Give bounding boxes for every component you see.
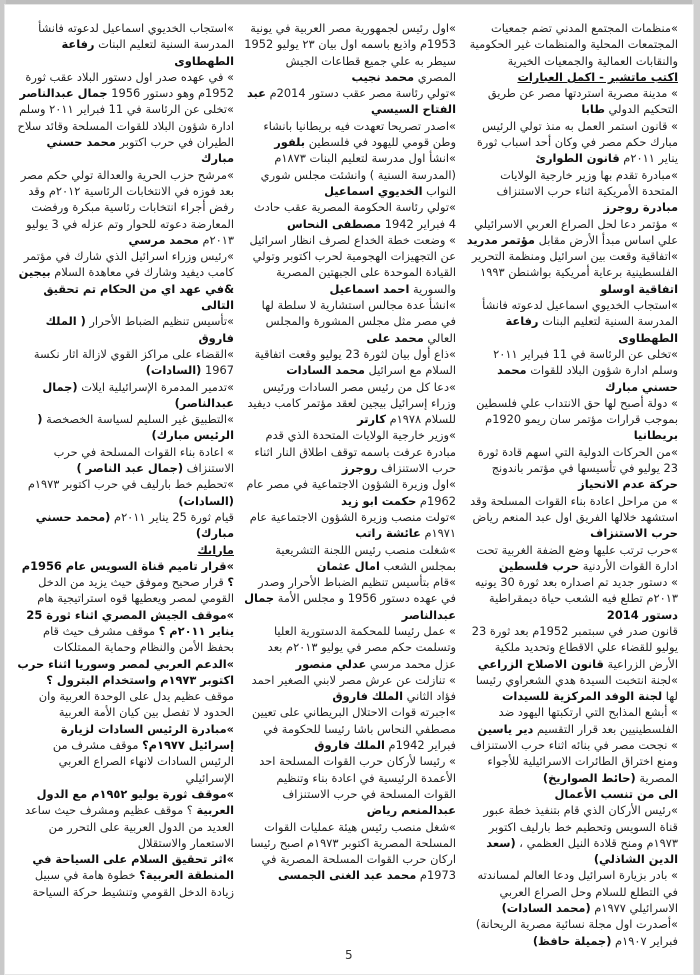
- question-item: [16, 476, 234, 509]
- answer-text: بلفور: [274, 135, 306, 150]
- answer-text: رفاعة الطهطاوى: [61, 37, 234, 68]
- answer-text: جمال عبدالناصر: [19, 86, 108, 101]
- question-text: »انشأ عدة مجالس استشارية لا سلطة لها في مصر مثل مجلس المشورة والمجلس العالي: [261, 298, 456, 345]
- question-text: » دولة أصبح لها حق الانتداب علي فلسطين بموجب قرارات مؤتمر سان ريمو 1920م: [476, 395, 678, 427]
- question-text: قيام ثورة 25 يناير ٢٠١١م: [110, 509, 234, 524]
- question-item: [466, 20, 678, 69]
- answer-text: عائشة راتب: [355, 526, 421, 541]
- question-item: [16, 101, 234, 166]
- answer-text: رفاعة الطهطاوى: [505, 314, 678, 345]
- question-text: » في عهده صدر اول دستور البلاد عقب ثورة 1952م وهو دستور 1956: [25, 69, 234, 101]
- question-text: » وضعت خطة الخداع لصرف انظار اسرائيل عن التجهيزات الهجومية لحرب اكتوبر وتولي القيادة الموحدة على الجبهتين المصرية والسورية: [249, 232, 456, 296]
- question-item: [16, 721, 234, 786]
- question-item: [466, 574, 678, 623]
- question-item: [244, 297, 456, 346]
- question-text: »وزير خارجية الولايات المتحدة الذي قدم مبادرة عرفت باسمه توقف اطلاق النار اثناء حرب الاستنزاف: [254, 428, 456, 476]
- column-middle: [244, 20, 456, 884]
- question-text: »التطبيق غير السليم لسياسة الخصخصة: [42, 412, 234, 427]
- question-item: [466, 916, 678, 949]
- question-item: [244, 819, 456, 884]
- question-text: »تولي رئاسة الحكومة المصرية عقب حادث 4 فبراير 1942: [254, 200, 456, 231]
- question-item: [16, 656, 234, 721]
- answer-text: حركة عدم الانحياز: [578, 477, 678, 492]
- question-item: [16, 851, 234, 900]
- answer-text: قانون الطوارئ: [535, 151, 620, 166]
- explanation-text: موقف مشرف حيث قام بحفظ الأمن والنظام وحماية الممتلكات: [43, 623, 234, 655]
- answer-text: (السادات): [145, 363, 202, 378]
- question-text: »رئيس وزراء اسرائيل الذي شارك في مؤتمر كامب ديفيد وشارك في معاهدة السلام: [23, 249, 234, 280]
- section-heading: الى من تنسب الأعمال: [554, 786, 678, 801]
- question-text: » مدينة مصرية استردتها مصر عن طريق التحكيم الدولي: [487, 86, 678, 117]
- answer-text: حرب فلسطين: [498, 558, 580, 573]
- answer-text: بريطانيا: [633, 428, 678, 443]
- answer-text: حكمت ابو زيد: [341, 493, 417, 508]
- page-number: 5: [345, 948, 353, 962]
- question-item: [16, 444, 234, 477]
- question-text: » نجحت مصر في بنائه اثناء حرب الاستنزاف ومنع اختراق الطائرات الاسرائيلية للأجواء المصرية: [470, 738, 678, 785]
- question-item: [244, 427, 456, 476]
- question-item: [16, 346, 234, 379]
- question-text: »القضاء على مراكز القوي لازالة اثار نكسة 1967: [33, 346, 234, 378]
- question-item: [466, 867, 678, 916]
- answer-text: مبادرة روجرز: [603, 200, 678, 215]
- answer-text: جمال عبدالناصر: [244, 591, 456, 622]
- question-item: [466, 672, 678, 705]
- question-item: [244, 704, 456, 753]
- question-item: [466, 395, 678, 444]
- question-item: [244, 346, 456, 379]
- answer-text: الملك فاروق: [314, 738, 385, 753]
- question-item: [244, 574, 456, 623]
- answer-text: (السادات): [178, 493, 234, 508]
- answer-text: حرب الاستنزاف: [590, 526, 678, 541]
- question-text: »اصدر تصريحا تعهدت فيه بريطانيا بانشاء وطن قومي لليهود في فلسطين: [263, 118, 456, 150]
- answer-text: »اثر تحقيق السلام على السياحة في المنطقة العربية؟: [32, 852, 234, 883]
- question-text: »اتفاقية وقعت بين اسرائيل ومنظمة التحرير الفلسطينية برعاية أمريكية بواشنطن ١٩٩٣: [471, 249, 678, 280]
- answer-text: (محمد حسني مبارك): [35, 509, 234, 541]
- answer-text: محمد حسني مبارك: [46, 135, 234, 166]
- question-text: »ذاع أول بيان لثورة 23 يوليو وقعت اتفاقية السلام مع اسرائيل: [254, 346, 456, 378]
- answer-text: (سعد الدين الشاذلي): [486, 835, 678, 867]
- question-item: [16, 411, 234, 444]
- question-text: »استجاب الخديوي اسماعيل لدعوته فانشأ المدرسة السنية لتعليم البنات: [38, 21, 234, 52]
- answer-text: (جمال عبدالناصر): [42, 379, 234, 410]
- question-item: [244, 623, 456, 672]
- answer-text: دستور 2014: [606, 607, 678, 622]
- answer-text: »قرار تاميم قناة السويس عام 1956م ؟: [21, 558, 234, 590]
- question-text: »شغل منصب رئيس هيئة عمليات القوات المسلحة المصرية اكتوبر ١٩٧٣م اصبح رئيسا اركان حرب القوات المسلحة المصرية في 1973م: [250, 819, 456, 883]
- question-text: » قانون استمر العمل به منذ تولي الرئيس مبارك حكم مصر في وكان أحد اسباب ثورة يناير ٢٠١١م: [476, 118, 678, 166]
- question-item: [16, 313, 234, 346]
- section-heading: ماراىك: [197, 542, 234, 557]
- answer-text: محمد السادات: [286, 363, 365, 378]
- question-item: [16, 20, 234, 69]
- question-item: [466, 297, 678, 346]
- answer-text: بيجين: [18, 265, 51, 280]
- question-item: [466, 167, 678, 216]
- answer-text: عبدالمنعم رياض: [366, 803, 456, 818]
- question-item: [16, 786, 234, 851]
- answer-text: عبد الفتاح السيسي: [246, 86, 456, 117]
- answer-text: محمد حسني مبارك: [497, 363, 678, 394]
- question-item: [466, 623, 678, 672]
- answer-text: الخديوي اسماعيل: [324, 183, 423, 198]
- section-heading: &في عهد اي من الحكام تم تحقيق التالى: [43, 281, 234, 313]
- question-item: [244, 379, 456, 428]
- answer-text: اتفاقية اوسلو: [600, 281, 678, 296]
- question-text: »تولي رئاسة مصر عقب دستور 2014م: [265, 86, 456, 101]
- question-text: »حرب ترتب عليها وضع الضفة الغربية تحت ادارة القوات الأردنية: [476, 542, 678, 573]
- question-text: » عمل رئيسا للمحكمة الدستورية العليا وتسلمت حكم مصر في يوليو ٢٠١٣م بعد عزل محمد مرسي: [267, 623, 456, 671]
- answer-text: ( الملك فاروق: [45, 314, 234, 345]
- question-text: »منظمات المجتمع المدني تضم جمعيات المجتمعات المحلية والمنظمات غير الحكومية والنقابات العمالية والجمعيات الخيرية: [469, 21, 678, 68]
- answer-text: مؤتمر مدريد: [466, 232, 535, 247]
- answer-text: (جمال عبد الناصر ): [76, 461, 184, 476]
- answer-text: محمد نجيب: [351, 69, 415, 84]
- question-text: »مبادرة تقدم بها وزير خارجية الولايات المتحدة الأمريكية اثناء حرب الاستنزاف: [496, 167, 678, 198]
- question-text: »انشأ اول مدرسة لتعليم البنات ١٨٧٣م (المدرسة السنية ) وانشئت مجلس شوري النواب: [260, 151, 456, 198]
- answer-text: طابا: [581, 102, 605, 117]
- answer-text: دير ياسين: [477, 721, 534, 736]
- answer-text: ( الرئيس مبارك): [37, 412, 234, 443]
- question-text: » بادر بزيارة اسرائيل ودعا العالم لمساندته في التطلع للسلام وحل الصراع العربي الاسرائيلي ١٩٧٧م: [477, 868, 678, 916]
- answer-text: (حائط الصواريخ): [542, 770, 636, 785]
- question-item: [466, 737, 678, 786]
- question-item: [16, 558, 234, 607]
- answer-text: (جميلة حافظ): [532, 933, 612, 948]
- question-text: »تأسيس تنظيم الضباط الأحرار: [85, 314, 234, 329]
- answer-text: امال عثمان: [316, 558, 380, 573]
- section-heading: اكتب ماتشير - اكمل العبارات: [517, 69, 678, 84]
- question-item: [466, 248, 678, 297]
- question-item: [244, 118, 456, 151]
- question-text: »تخلى عن الرئاسة في 11 فبراير ٢٠١١ وسلم ادارة شؤون البلاد للقوات المسلحة وقائد سلاح الطيران في حرب اكتوبر: [17, 102, 234, 150]
- question-item: [466, 85, 678, 118]
- answer-text: »موقف ثورة يوليو ١٩٥٢م مع الدول العربية: [36, 786, 234, 818]
- answer-text: محمد مرسي: [128, 232, 199, 247]
- question-text: » أبشع المذابح التي ارتكبتها اليهود ضد الفلسطينيين بعد قرار التقسيم: [498, 705, 678, 736]
- question-item: [16, 607, 234, 656]
- answer-text: »الدعم العربي لمصر وسوريا اثناء حرب اكتوبر ١٩٧٣م واستخدام البترول ؟: [17, 656, 234, 687]
- explanation-text: خطوة هامة في سبيل زيادة الدخل القومي وتنشيط حركة السياحة: [32, 868, 234, 899]
- question-item: [16, 248, 234, 281]
- question-item: [466, 346, 678, 395]
- answer-text: محمد على: [366, 330, 424, 345]
- question-text: »اول رئيس لجمهورية مصر العربية في يونية 1953م واذيع باسمه اول بيان ٢٣ يوليو 1952 سيطر به علي جميع قطاعات الجيش المصري: [244, 21, 456, 84]
- question-text: قانون صدر في سبتمبر 1952م بعد ثورة 23 يوليو للقضاء علي الاقطاع وتحديد ملكية الأرض الزراعية: [471, 623, 678, 671]
- explanation-text: ؟ موقف عظيم ومشرف حيث ساعد العديد من الدول العربية على التحرر من الاستعمار والاستقلال: [25, 803, 234, 850]
- explanation-text: موقف مشرف من الرئيس السادات لانهاء الصراع العربي الإسرائيلي: [52, 738, 234, 785]
- question-item: [244, 509, 456, 542]
- question-item: [466, 444, 678, 493]
- question-text: »من الحركات الدولية التي اسهم قادة ثورة 23 يوليو في تأسيسها في مؤتمر باندونج: [477, 444, 678, 476]
- question-item: [244, 542, 456, 575]
- answer-text: عدلي منصور: [295, 656, 367, 671]
- answer-text: الملك فاروق: [332, 689, 403, 704]
- question-item: [244, 753, 456, 818]
- answer-text: روجرز: [341, 461, 378, 476]
- question-item: [16, 379, 234, 412]
- question-text: »أصدرت اول مجلة نسائية مصرية الريحانة) فبراير ١٩٠٧م: [475, 917, 678, 948]
- question-item: [244, 672, 456, 705]
- question-item: [466, 493, 678, 542]
- question-text: » من مراحل اعادة بناء القوات المسلحة وقد استشهد خلالها الفريق اول عبد المنعم رياض: [470, 493, 678, 524]
- explanation-text: قرار صحيح وموفق حيث يزيد من الدخل القومي لمصر ويعطيها قوه استراتيجية هام: [37, 575, 234, 606]
- question-text: »لجنة انتخبت السيدة هدي الشعراوي رئيسا لها: [475, 672, 678, 704]
- question-text: » اعادة بناء القوات المسلحة في حرب الاستنزاف: [53, 444, 234, 476]
- question-text: »اول وزيرة الشؤون الاجتماعية في مصر عام 1962م: [246, 477, 456, 508]
- answer-text: مصطفى النحاس: [286, 216, 382, 231]
- question-text: »تولت منصب وزيرة الشؤون الاجتماعية عام ١٩٧١م: [249, 509, 456, 541]
- question-text: » دستور جديد تم اصداره بعد ثورة 30 يونيه ٢٠١٣م تطلع فيه الشعب حياة ديمقراطية: [474, 575, 678, 606]
- question-text: » رئيسا لأركان حرب القوات المسلحة احد الأعمدة الرئيسية في اعادة بناء وتنظيم القوات المسلحة في حرب الاستنزاف: [259, 754, 456, 801]
- question-text: »تدمير المدمرة الإسرائيلية ايلات: [77, 379, 234, 394]
- question-text: »تحطيم خط بارليف في حرب اكتوبر ١٩٧٣م: [27, 477, 234, 492]
- question-text: »مرشح حزب الحرية والعدالة تولي حكم مصر بعد فوزه في الانتخابات الرئاسية ٢٠١٢م وقد رفض أجراء انتخابات رئاسية مبكرة ورفضت المعارضة دعوته للحوار وتم عزله في 3 يوليو ٢٠١٣م: [20, 167, 234, 247]
- question-text: »رئيس الأركان الذي قام بتنفيذ خطة عبور قناة السويس وتحطيم خط بارليف اكتوبر ١٩٧٣م ومنح قلادة النيل العظمي ،: [483, 803, 678, 850]
- question-item: [16, 69, 234, 102]
- question-item: [244, 85, 456, 118]
- answer-text: احمد اسماعيل: [329, 281, 410, 296]
- question-text: »قام بتأسيس تنظيم الضباط الأحرار وصدر في عهده دستور 1956 و مجلس الأمة: [258, 575, 456, 606]
- question-item: [244, 150, 456, 199]
- question-item: [244, 20, 456, 85]
- answer-text: كارتر: [357, 412, 386, 427]
- answer-text: »موقف الجيش المصري اثناء ثورة 25 يناير ٢٠١١م ؟: [26, 607, 234, 638]
- question-text: » مؤتمر دعا لحل الصراع العربي الاسرائيلي علي اساس مبدأ الأرض مقابل: [474, 216, 678, 247]
- question-item: [466, 704, 678, 737]
- answer-text: »مبادرة الرئيس السادات لزيارة إسرائيل ١٩٧٧م؟: [60, 721, 234, 753]
- question-item: [466, 118, 678, 167]
- answer-text: قانون الاصلاح الزراعي: [477, 656, 604, 671]
- question-item: [244, 232, 456, 297]
- question-item: [466, 542, 678, 575]
- question-item: [16, 167, 234, 248]
- answer-text: محمد عبد الغنى الجمسى: [278, 868, 417, 883]
- explanation-text: موقف عظيم يدل على الوحدة العربية وان الحدود لا تفصل بين كيان الأمة العربية: [38, 689, 234, 720]
- question-item: [244, 199, 456, 232]
- answer-text: (محمد السادات): [501, 901, 591, 916]
- answer-text: لجنة الوفد المركزية للسيدات: [501, 689, 663, 704]
- question-text: »تخلى عن الرئاسة في 11 فبراير ٢٠١١ وسلم ادارة شؤون البلاد للقوات: [493, 346, 678, 378]
- question-item: [16, 509, 234, 542]
- question-text: »اجبرته قوات الاحتلال البريطاني على تعيين مصطفي النحاس باشا رئيسا للحكومة في فبراير 1942م: [252, 705, 456, 753]
- question-item: [466, 216, 678, 249]
- question-text: »شغلت منصب رئيس اللجنة التشريعية بمجلس الشعب: [275, 542, 456, 573]
- question-text: »دعا كل من رئيس مصر السادات ورئيس وزراء إسرائيل بيجين لعقد مؤتمر كامب ديفيد للسلام ١٩٧٨م: [247, 379, 456, 427]
- question-text: » تنازلت عن عرش مصر لابني الصغير احمد فؤاد الثاني: [251, 672, 456, 704]
- column-left: [16, 20, 234, 900]
- question-item: [466, 802, 678, 867]
- question-text: »استجاب الخديوي اسماعيل لدعوته فانشأ المدرسة السنية لتعليم البنات: [482, 298, 678, 329]
- column-right: [466, 20, 678, 949]
- question-item: [244, 476, 456, 509]
